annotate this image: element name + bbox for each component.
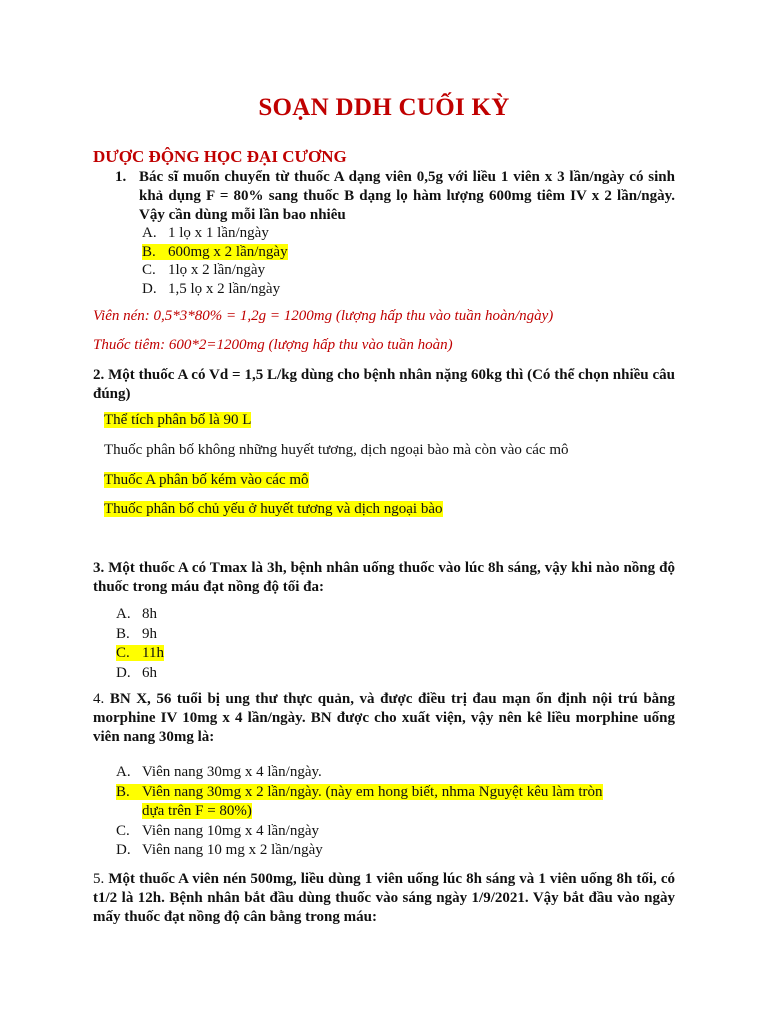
note-line: Viên nén: 0,5*3*80% = 1,2g = 1200mg (lượng hấp thu vào tuần hoàn/ngày) — [93, 308, 554, 324]
option-c: C. 1lọ x 2 lần/ngày — [142, 262, 266, 278]
page-title: SOẠN DDH CUỐI KỲ — [258, 94, 510, 121]
question-1-options — [142, 224, 288, 298]
question-2: 2. Một thuốc A có Vd = 1,5 L/kg dùng cho bệnh nhân nặng 60kg thì (Có thể chọn nhiều câu đúng) — [93, 367, 675, 402]
option-c: C. 11h — [116, 645, 164, 661]
option-d: D. 1,5 lọ x 2 lần/ngày — [142, 280, 281, 297]
question-5: 5. Một thuốc A viên nén 500mg, liều dùng 1 viên uống lúc 8h sáng và 1 viên uống 8h tối, có t1/2 là 12h. Bệnh nhân bắt đầu dùng thuốc vào sáng ngày 1/9/2021. Vậy bắt đầu vào ngày mấy thuốc đạt nồng độ cân bằng trong máu: — [93, 871, 676, 925]
option-b: B. Viên nang 30mg x 2 lần/ngày. (này em hong biết, nhma Nguyệt kêu làm tròn — [116, 783, 603, 800]
question-3-options — [116, 605, 164, 683]
question-4-options — [116, 763, 603, 861]
option-a: A. 1 lọ x 1 lần/ngày — [142, 225, 269, 241]
answer-line: Thuốc phân bố không những huyết tương, dịch ngoại bào mà còn vào các mô — [104, 442, 569, 458]
answer-line: Thuốc phân bố chủ yếu ở huyết tương và dịch ngoại bào — [104, 501, 443, 517]
question-number: 1. — [115, 169, 127, 185]
option-b: B. 600mg x 2 lần/ngày — [142, 243, 288, 260]
question-1 — [115, 168, 675, 224]
option-d: D. 6h — [116, 664, 157, 681]
section-heading: DƯỢC ĐỘNG HỌC ĐẠI CƯƠNG — [93, 147, 347, 166]
option-a: A. 8h — [116, 606, 157, 622]
note-line: Thuốc tiêm: 600*2=1200mg (lượng hấp thu vào tuần hoàn) — [93, 337, 453, 353]
question-4: 4. BN X, 56 tuổi bị ung thư thực quản, và được điều trị đau mạn ổn định nội trú bằng morphine IV 10mg x 4 lần/ngày. BN được cho xuất viện, vậy nên kê liều morphine uống viên nang 30mg là: — [93, 691, 675, 745]
question-text: Bác sĩ muốn chuyển từ thuốc A dạng viên 0,5g với liều 1 viên x 3 lần/ngày có sinh khả dụng F = 80% sang thuốc B dạng lọ hàm lượng 600mg tiêm IV x 2 lần/ngày. Vậy cần dùng mỗi lần bao nhiêu — [139, 169, 675, 223]
option-b-continued: dựa trên F = 80%) — [142, 803, 252, 819]
option-c: C. Viên nang 10mg x 4 lần/ngày — [116, 822, 319, 839]
answer-line: Thể tích phân bố là 90 L — [104, 412, 252, 428]
answer-line: Thuốc A phân bố kém vào các mô — [104, 472, 309, 488]
question-3: 3. Một thuốc A có Tmax là 3h, bệnh nhân uống thuốc vào lúc 8h sáng, vậy khi nào nồng độ thuốc trong máu đạt nồng độ tối đa: — [93, 560, 675, 595]
option-d: D. Viên nang 10 mg x 2 lần/ngày — [116, 842, 323, 858]
option-b: B. 9h — [116, 625, 157, 642]
option-a: A. Viên nang 30mg x 4 lần/ngày. — [116, 764, 322, 780]
